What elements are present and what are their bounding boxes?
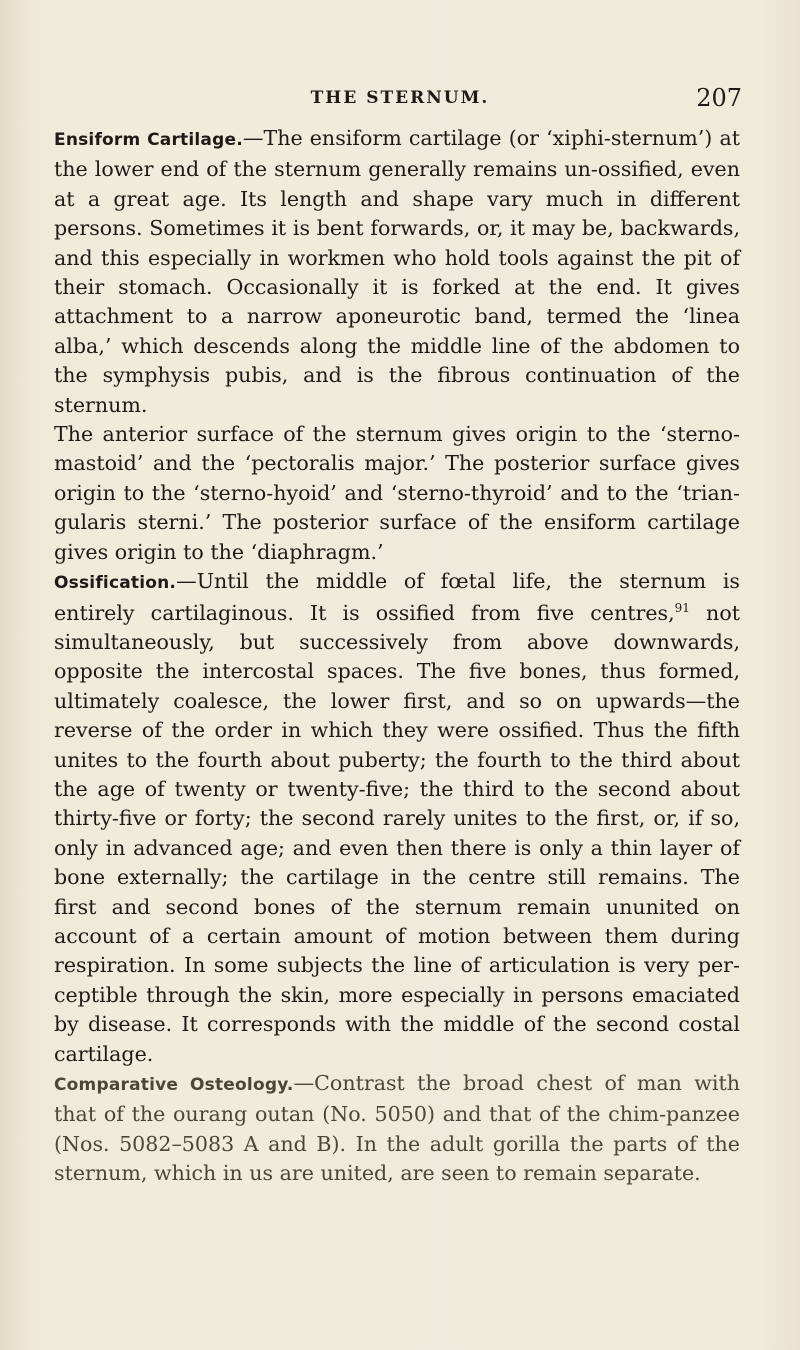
page-number: 207 <box>696 84 742 112</box>
paragraph-text: —Until the middle of fœtal life, the sternum is entirely cartilaginous. It is ossified from five centres, <box>54 569 740 625</box>
body-text <box>54 124 740 1189</box>
paragraph-text: The anterior surface of the sternum gives origin to the ‘sterno-mastoid’ and the ‘pectoralis major.’ The posterior surface gives origin to the ‘sterno-hyoid’ and ‘sterno-thyroid’ and to the ‘trian-gularis sterni.’ The posterior surface of the ensiform cartilage gives origin to the ‘diaphragm.’ <box>54 422 740 564</box>
paragraph-text: —The ensiform cartilage (or ‘xiphi-sternum’) at the lower end of the sternum generally remains un-ossified, even at a great age. Its length and shape vary much in different persons. Sometimes it is bent forwards, or, it may be, backwards, and this especially in workmen who hold tools against the pit of their stomach. Occasionally it is forked at the end. It gives attachment to a narrow aponeurotic band, termed the ‘linea alba,’ which descends along the middle line of the abdomen to the symphysis pubis, and is the fibrous continuation of the sternum. <box>54 126 740 417</box>
page-header <box>0 84 800 114</box>
paragraph-ossification <box>54 567 740 1069</box>
paragraph-muscle-attachments <box>54 420 740 567</box>
footnote-marker[interactable]: 91 <box>674 600 690 615</box>
paragraph-ensiform-cartilage <box>54 124 740 420</box>
section-heading-comparative-osteology: Comparative Osteology. <box>54 1075 294 1095</box>
paragraph-text: not simultaneously, but successively from above downwards, opposite the intercostal spaces. The five bones, thus formed, ultimately coalesce, the lower first, and so on upwards—the reverse of the order in which they were ossified. Thus the fifth unites to the fourth about puberty; the fourth to the third about the age of twenty or twenty-five; the third to the second about thirty-five or forty; the second rarely unites to the first, or, if so, only in advanced age; and even then there is only a thin layer of bone externally; the cartilage in the centre still remains. The first and second bones of the sternum remain ununited on account of a certain amount of motion between them during respiration. In some subjects the line of articulation is very per-ceptible through the skin, more especially in persons emaciated by disease. It corresponds with the middle of the second costal cartilage. <box>54 600 740 1066</box>
section-heading-ensiform-cartilage: Ensiform Cartilage. <box>54 130 243 150</box>
running-title: THE STERNUM. <box>310 88 490 108</box>
section-heading-ossification: Ossification. <box>54 573 177 594</box>
paragraph-text: —Contrast the broad chest of man with that of the ourang outan (No. 5050) and that of the chim-panzee (Nos. 5082–5083 A and B). In the adult gorilla the parts of the sternum, which in us are united, are seen to remain separate. <box>54 1071 740 1186</box>
paragraph-comparative-osteology <box>54 1069 740 1189</box>
